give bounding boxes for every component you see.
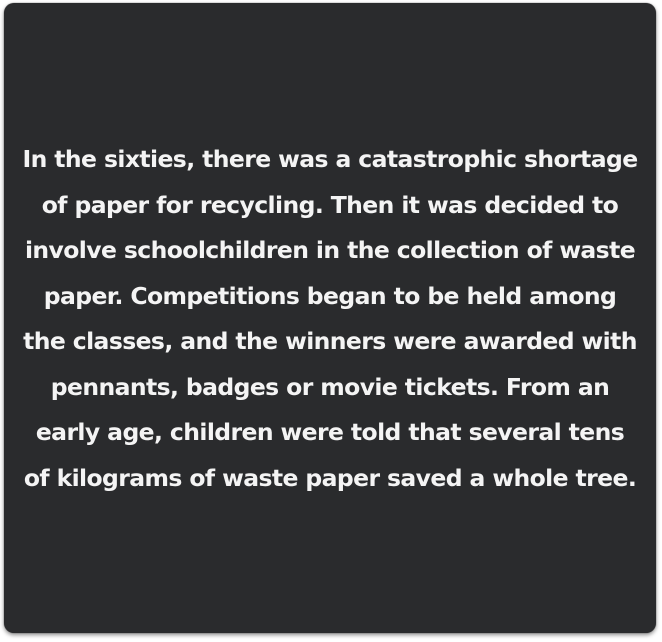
quote-card bbox=[4, 3, 656, 633]
quote-text: In the sixties, there was a catastrophic shortage of paper for recycling. Then it was decided to involve schoolchildren in the collection of waste paper. Competitions began to be held among the classes, and the winners were awarded with pennants, badges or movie tickets. From an early age, children were told that several tens of kilograms of waste paper saved a whole tree. bbox=[22, 145, 638, 492]
